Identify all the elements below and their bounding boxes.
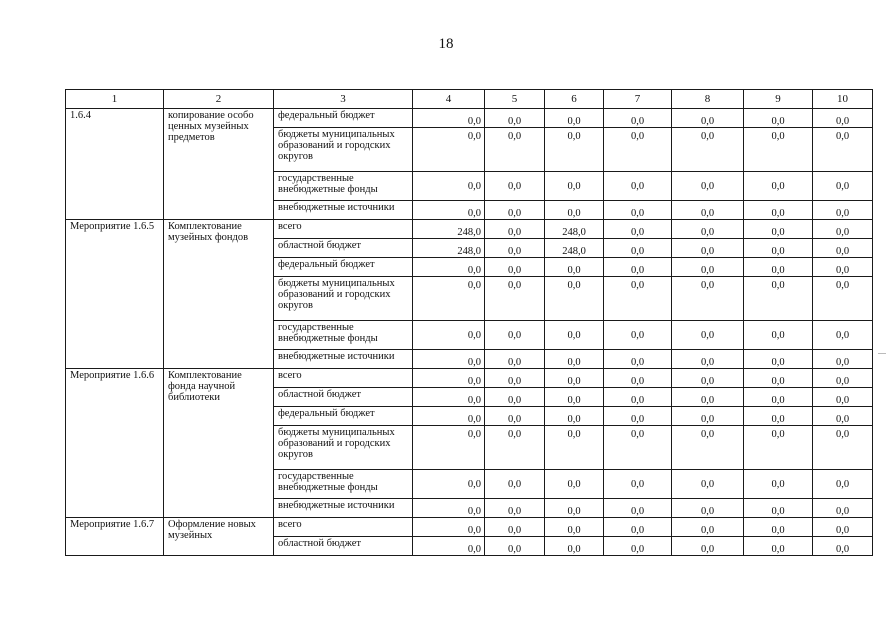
header-cell: 7 [604,90,672,109]
value-cell-col-10: 0,0 [813,109,873,128]
table-row [66,220,873,239]
value-cell-col-7: 0,0 [604,388,672,407]
measure-code-cell: Мероприятие 1.6.7 [66,518,164,556]
value-cell-col-6: 248,0 [545,220,604,239]
measure-code-cell: Мероприятие 1.6.6 [66,369,164,518]
funding-source-cell: областной бюджет [274,388,413,407]
value-cell-col-6: 0,0 [545,369,604,388]
value-cell-col-8: 0,0 [672,499,744,518]
value-cell-col-5: 0,0 [485,201,545,220]
value-cell-col-5: 0,0 [485,258,545,277]
value-cell-col-4: 0,0 [413,258,485,277]
value-cell-col-5: 0,0 [485,518,545,537]
value-cell-col-7: 0,0 [604,470,672,499]
value-cell-col-7: 0,0 [604,201,672,220]
value-cell-col-7: 0,0 [604,537,672,556]
value-cell-col-8: 0,0 [672,369,744,388]
value-cell-col-4: 248,0 [413,239,485,258]
value-cell-col-7: 0,0 [604,277,672,321]
value-cell-col-7: 0,0 [604,258,672,277]
page-number: 18 [438,36,454,52]
value-cell-col-9: 0,0 [744,499,813,518]
measure-code-cell: 1.6.4 [66,109,164,220]
value-cell-col-4: 0,0 [413,407,485,426]
value-cell-col-6: 0,0 [545,350,604,369]
value-cell-col-9: 0,0 [744,220,813,239]
value-cell-col-8: 0,0 [672,220,744,239]
funding-source-cell: государственные внебюджетные фонды [274,470,413,499]
value-cell-col-7: 0,0 [604,426,672,470]
value-cell-col-7: 0,0 [604,407,672,426]
measure-code-cell: Мероприятие 1.6.5 [66,220,164,369]
value-cell-col-7: 0,0 [604,321,672,350]
value-cell-col-6: 0,0 [545,518,604,537]
value-cell-col-6: 0,0 [545,426,604,470]
value-cell-col-6: 0,0 [545,258,604,277]
value-cell-col-5: 0,0 [485,426,545,470]
value-cell-col-10: 0,0 [813,128,873,172]
value-cell-col-10: 0,0 [813,258,873,277]
value-cell-col-4: 0,0 [413,470,485,499]
value-cell-col-6: 0,0 [545,388,604,407]
value-cell-col-5: 0,0 [485,470,545,499]
table-row [66,109,873,128]
header-cell: 8 [672,90,744,109]
value-cell-col-7: 0,0 [604,518,672,537]
value-cell-col-8: 0,0 [672,277,744,321]
measure-name-cell: Комплектование фонда научной библиотеки [164,369,274,518]
budget-table [65,89,873,556]
value-cell-col-7: 0,0 [604,109,672,128]
value-cell-col-6: 0,0 [545,109,604,128]
value-cell-col-5: 0,0 [485,128,545,172]
header-cell: 10 [813,90,873,109]
value-cell-col-8: 0,0 [672,258,744,277]
scan-edge-mark [878,353,886,354]
value-cell-col-4: 0,0 [413,388,485,407]
value-cell-col-4: 0,0 [413,109,485,128]
funding-source-cell: внебюджетные источники [274,350,413,369]
table-body [66,90,873,556]
value-cell-col-8: 0,0 [672,407,744,426]
value-cell-col-6: 0,0 [545,470,604,499]
funding-source-cell: государственные внебюджетные фонды [274,172,413,201]
value-cell-col-8: 0,0 [672,470,744,499]
funding-source-cell: внебюджетные источники [274,201,413,220]
value-cell-col-9: 0,0 [744,172,813,201]
value-cell-col-6: 0,0 [545,201,604,220]
header-cell: 6 [545,90,604,109]
value-cell-col-9: 0,0 [744,350,813,369]
value-cell-col-5: 0,0 [485,407,545,426]
value-cell-col-10: 0,0 [813,350,873,369]
value-cell-col-7: 0,0 [604,350,672,369]
funding-source-cell: бюджеты муниципальных образований и городских округов [274,128,413,172]
funding-source-cell: внебюджетные источники [274,499,413,518]
value-cell-col-4: 0,0 [413,369,485,388]
measure-name-cell: Оформление новых музейных [164,518,274,556]
value-cell-col-10: 0,0 [813,518,873,537]
funding-source-cell: бюджеты муниципальных образований и городских округов [274,277,413,321]
value-cell-col-8: 0,0 [672,350,744,369]
value-cell-col-7: 0,0 [604,239,672,258]
value-cell-col-8: 0,0 [672,239,744,258]
measure-name-cell: копирование особо ценных музейных предметов [164,109,274,220]
value-cell-col-4: 248,0 [413,220,485,239]
value-cell-col-6: 0,0 [545,537,604,556]
value-cell-col-10: 0,0 [813,470,873,499]
value-cell-col-9: 0,0 [744,128,813,172]
value-cell-col-9: 0,0 [744,518,813,537]
value-cell-col-9: 0,0 [744,388,813,407]
value-cell-col-5: 0,0 [485,172,545,201]
value-cell-col-9: 0,0 [744,426,813,470]
funding-source-cell: федеральный бюджет [274,258,413,277]
funding-source-cell: областной бюджет [274,537,413,556]
value-cell-col-4: 0,0 [413,518,485,537]
value-cell-col-9: 0,0 [744,258,813,277]
value-cell-col-4: 0,0 [413,350,485,369]
value-cell-col-9: 0,0 [744,239,813,258]
value-cell-col-8: 0,0 [672,201,744,220]
value-cell-col-5: 0,0 [485,350,545,369]
value-cell-col-6: 0,0 [545,407,604,426]
value-cell-col-10: 0,0 [813,321,873,350]
header-cell: 5 [485,90,545,109]
funding-source-cell: государственные внебюджетные фонды [274,321,413,350]
value-cell-col-6: 0,0 [545,128,604,172]
funding-source-cell: всего [274,369,413,388]
value-cell-col-5: 0,0 [485,220,545,239]
value-cell-col-7: 0,0 [604,172,672,201]
measure-name-cell: Комплектование музейных фондов [164,220,274,369]
value-cell-col-9: 0,0 [744,109,813,128]
header-row [66,90,873,109]
value-cell-col-7: 0,0 [604,128,672,172]
value-cell-col-5: 0,0 [485,369,545,388]
value-cell-col-9: 0,0 [744,201,813,220]
value-cell-col-5: 0,0 [485,537,545,556]
value-cell-col-10: 0,0 [813,369,873,388]
value-cell-col-9: 0,0 [744,369,813,388]
value-cell-col-10: 0,0 [813,407,873,426]
funding-source-cell: всего [274,518,413,537]
header-cell: 1 [66,90,164,109]
value-cell-col-6: 0,0 [545,321,604,350]
value-cell-col-8: 0,0 [672,109,744,128]
value-cell-col-10: 0,0 [813,201,873,220]
value-cell-col-10: 0,0 [813,220,873,239]
header-cell: 9 [744,90,813,109]
value-cell-col-9: 0,0 [744,470,813,499]
value-cell-col-4: 0,0 [413,201,485,220]
value-cell-col-6: 0,0 [545,172,604,201]
value-cell-col-8: 0,0 [672,518,744,537]
value-cell-col-8: 0,0 [672,321,744,350]
value-cell-col-9: 0,0 [744,407,813,426]
value-cell-col-5: 0,0 [485,388,545,407]
value-cell-col-10: 0,0 [813,537,873,556]
value-cell-col-8: 0,0 [672,426,744,470]
value-cell-col-6: 0,0 [545,499,604,518]
value-cell-col-8: 0,0 [672,172,744,201]
value-cell-col-10: 0,0 [813,277,873,321]
value-cell-col-8: 0,0 [672,128,744,172]
value-cell-col-9: 0,0 [744,537,813,556]
value-cell-col-7: 0,0 [604,499,672,518]
value-cell-col-8: 0,0 [672,537,744,556]
value-cell-col-4: 0,0 [413,128,485,172]
value-cell-col-9: 0,0 [744,277,813,321]
value-cell-col-10: 0,0 [813,388,873,407]
value-cell-col-4: 0,0 [413,499,485,518]
header-cell: 2 [164,90,274,109]
value-cell-col-4: 0,0 [413,537,485,556]
table-row [66,369,873,388]
funding-source-cell: всего [274,220,413,239]
header-cell: 4 [413,90,485,109]
header-cell: 3 [274,90,413,109]
value-cell-col-5: 0,0 [485,499,545,518]
value-cell-col-7: 0,0 [604,369,672,388]
funding-source-cell: областной бюджет [274,239,413,258]
value-cell-col-5: 0,0 [485,321,545,350]
value-cell-col-10: 0,0 [813,499,873,518]
value-cell-col-10: 0,0 [813,172,873,201]
value-cell-col-4: 0,0 [413,426,485,470]
value-cell-col-9: 0,0 [744,321,813,350]
value-cell-col-5: 0,0 [485,109,545,128]
value-cell-col-6: 248,0 [545,239,604,258]
value-cell-col-5: 0,0 [485,239,545,258]
table-row [66,518,873,537]
funding-source-cell: федеральный бюджет [274,109,413,128]
value-cell-col-6: 0,0 [545,277,604,321]
value-cell-col-4: 0,0 [413,321,485,350]
value-cell-col-5: 0,0 [485,277,545,321]
value-cell-col-4: 0,0 [413,277,485,321]
funding-source-cell: бюджеты муниципальных образований и городских округов [274,426,413,470]
value-cell-col-10: 0,0 [813,426,873,470]
value-cell-col-4: 0,0 [413,172,485,201]
value-cell-col-7: 0,0 [604,220,672,239]
value-cell-col-8: 0,0 [672,388,744,407]
value-cell-col-10: 0,0 [813,239,873,258]
funding-source-cell: федеральный бюджет [274,407,413,426]
